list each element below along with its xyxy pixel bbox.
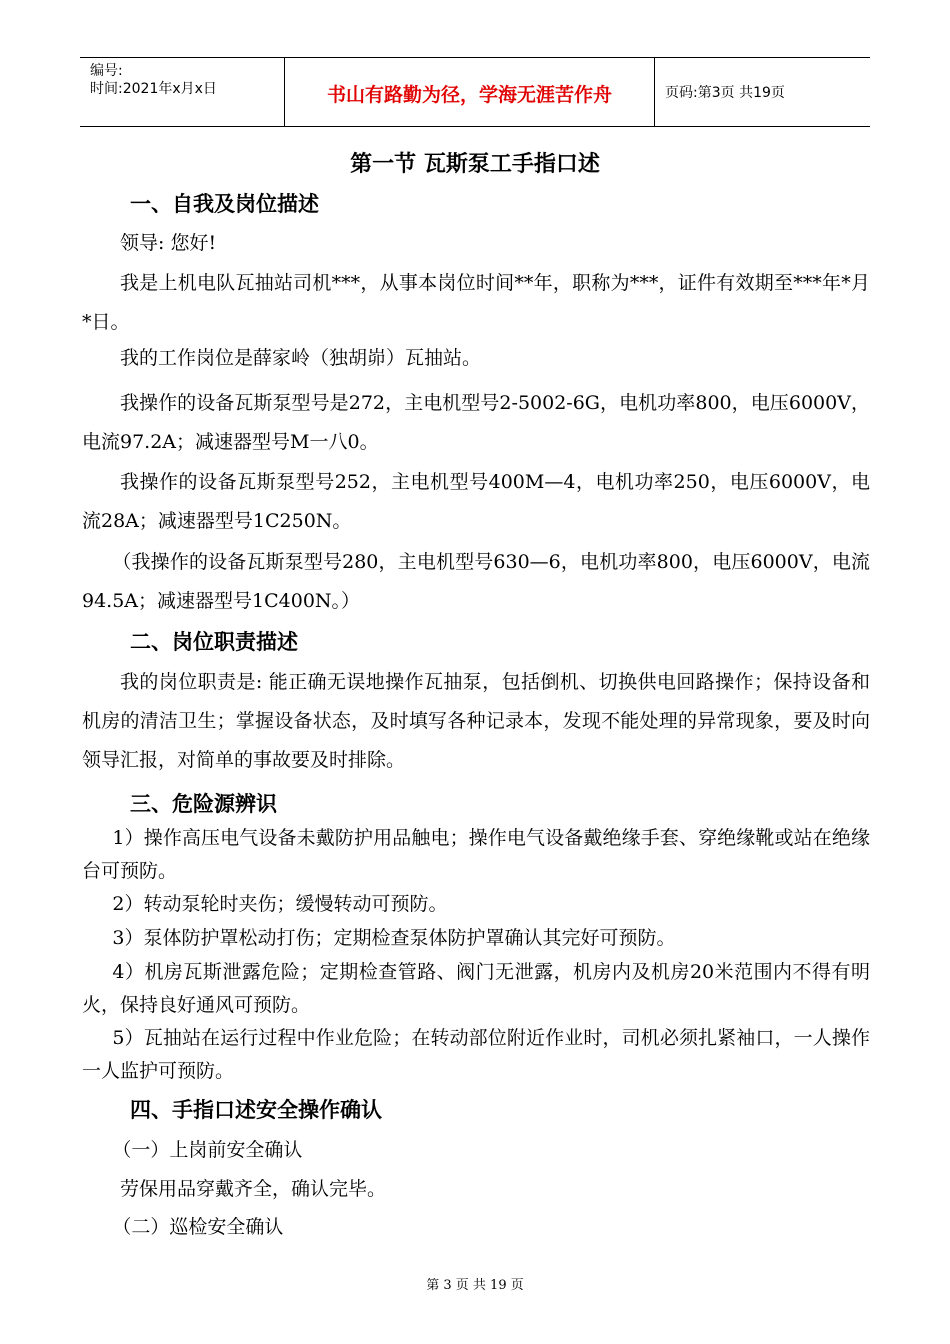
paragraph: 4）机房瓦斯泄露危险；定期检查管路、阀门无泄露，机房内及机房20米范围内不得有明火，保持良好通风可预防。 [82,961,870,1016]
paragraph: （二）巡检安全确认 [112,1216,284,1238]
page-title: 第一节 瓦斯泵工手指口述 [350,152,600,177]
section-heading: 四、手指口述安全操作确认 [130,1098,382,1122]
document-time-label: 时间:2021年x月x日 [90,81,217,97]
paragraph: 1）操作高压电气设备未戴防护用品触电；操作电气设备戴绝缘手套、穿绝缘靴或站在绝缘台可预防。 [82,827,870,882]
paragraph: 我是上机电队瓦抽站司机***，从事本岗位时间**年，职称为***，证件有效期至***年*月*日。 [82,272,870,333]
paragraph: 5）瓦抽站在运行过程中作业危险；在转动部位附近作业时，司机必须扎紧袖口，一人操作一人监护可预防。 [82,1027,870,1082]
paragraph: （我操作的设备瓦斯泵型号280，主电机型号630—6，电机功率800，电压6000V，电流94.5A；减速器型号1C400N。） [82,551,870,612]
section-heading: 二、岗位职责描述 [130,630,298,654]
paragraph: 2）转动泵轮时夹伤；缓慢转动可预防。 [112,893,448,915]
section-heading: 一、自我及岗位描述 [130,192,319,216]
paragraph: 我操作的设备瓦斯泵型号252，主电机型号400M—4，电机功率250，电压6000V，电流28A；减速器型号1C250N。 [82,471,870,532]
page-header [80,57,870,127]
header-motto: 书山有路勤为径，学海无涯苦作舟 [326,84,612,106]
paragraph: 劳保用品穿戴齐全，确认完毕。 [120,1178,387,1200]
header-page-info: 页码:第3页 共19页 [665,85,785,101]
section-heading: 三、危险源辨识 [130,792,277,816]
page-footer: 第 3 页 共 19 页 [426,1278,524,1293]
paragraph: 我操作的设备瓦斯泵型号是272，主电机型号2-5002-6G，电机功率800，电压6000V，电流97.2A；减速器型号M一八0。 [82,392,870,453]
paragraph: 我的工作岗位是薛家岭（独胡峁）瓦抽站。 [120,347,482,369]
header-divider [654,58,655,126]
paragraph: 我的岗位职责是: 能正确无误地操作瓦抽泵，包括倒机、切换供电回路操作；保持设备和机房的清洁卫生；掌握设备状态，及时填写各种记录本，发现不能处理的异常现象，要及时向领导汇报，对简单的事故要及时排除。 [82,671,870,771]
paragraph: （一）上岗前安全确认 [112,1139,303,1161]
paragraph: 领导: 您好! [120,232,217,254]
document-number-label: 编号: [90,63,123,79]
paragraph: 3）泵体防护罩松动打伤；定期检查泵体防护罩确认其完好可预防。 [112,927,676,949]
header-meta [90,62,290,98]
